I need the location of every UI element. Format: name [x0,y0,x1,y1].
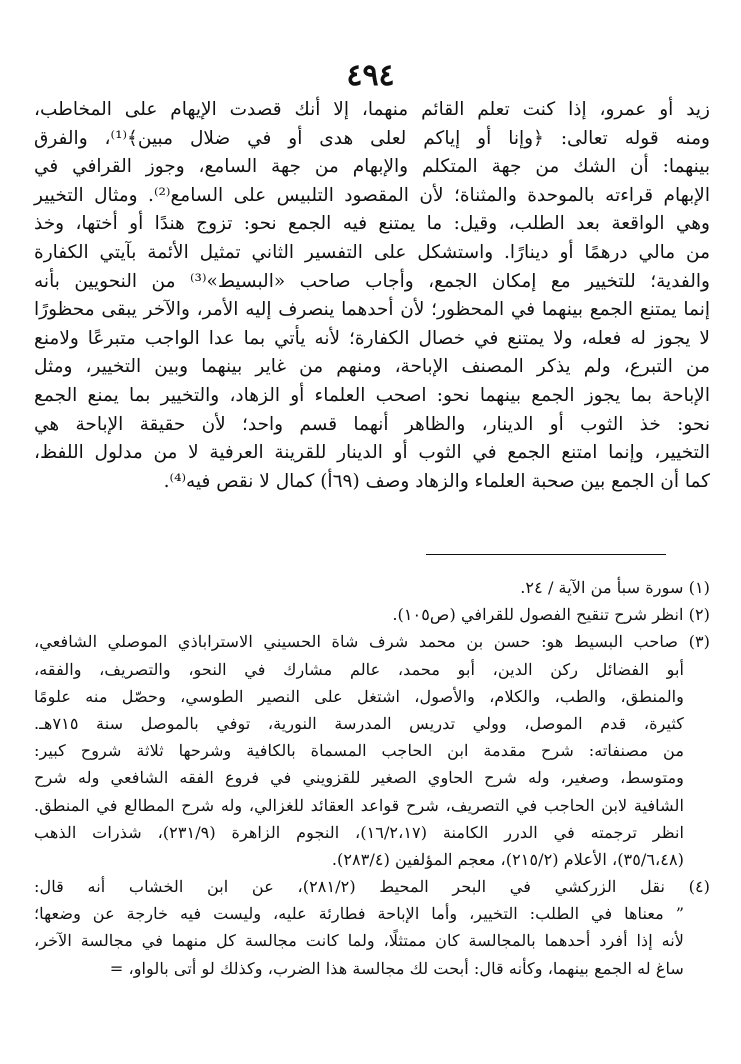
footnote-line: أبو الفضائل ركن الدين، أبو محمد، عالم مشارك في النحو، والتصريف، والفقه، [34,659,684,679]
body-line: زيد أو عمرو، إذا كنت تعلم القائم منهما، إلا أنك قصدت الإيهام على المخاطب، [34,99,710,120]
body-line: كما أن الجمع بين صحبة العلماء والزهاد وصف (٦٩أ) كمال لا نقص فيه⁽⁴⁾. [163,470,710,492]
footnote-line: الشافية لابن الحاجب في التصريف، شرح قواعد العقائد للغزالي، وله شرح المطالع في المنطق. [34,795,684,815]
footnote-line: (٣٥/٦،٤٨)، الأعلام (٢١٥/٢)، معجم المؤلفين (٢٨٣/٤). [331,849,684,869]
footnote-1 [34,574,710,601]
footnote-divider [426,554,666,555]
footnotes [34,574,710,982]
body-line: وهي الواقعة بعد الطلب، وقيل: ما يمتنع فيه الجمع نحو: تزوج هندًا أو أختها، وخذ [34,213,710,235]
footnote-4 [34,873,710,982]
body-line: التخيير، وإنما امتنع الجمع في الثوب أو الدينار للقرينة العرفية لا من مدلول اللفظ، [34,442,710,464]
footnote-line: (٢) انظر شرح تنقيح الفصول للقرافي (ص١٠٥). [392,605,710,625]
body-line: من التبرع، ولم يذكر المصنف الإباحة، ومنهم من غاير بينهما وبين التخيير، ومثل [34,356,710,378]
footnote-line: ومتوسط، وصغير، وله شرح الحاوي الصغير للقزويني في فروع الفقه الشافعي وله شرح [34,768,684,788]
footnote-line: انظر ترجمته في الدرر الكامنة (١٦/٢،١٧)، النجوم الزاهرة (٢٣١/٩)، شذرات الذهب [34,822,684,842]
body-line: الإباحة بما يجوز الجمع بينهما نحو: اصحب العلماء أو الزهاد، والتخيير بما يمنع الجمع [34,384,710,406]
footnote-line: لأنه إذا أفرد أحدهما بالمجالسة كان ممتثلًا، ولما كانت مجالسة كل منهما في مجالسة الآخر، [34,931,684,951]
body-line: الإبهام قراءته بالموحدة والمثناة؛ لأن المقصود التلبيس على السامع⁽²⁾. ومثال التخيير [34,184,711,206]
body-line: ومنه قوله تعالى: ﴿وإنا أو إياكم لعلى هدى أو في ضلال مبين﴾⁽¹⁾، والفرق [34,127,710,149]
body-line: من مالي درهمًا أو دينارًا. واستشكل على التفسير الثاني تمثيل الأئمة بآيتي الكفارة [34,241,710,263]
body-line: لا يجوز له فعله، ولا يمتنع في خصال الكفارة؛ لأنه يأتي بما عدا الواجب متبرعًا ولامنع [34,327,710,349]
footnote-line: من مصنفاته: شرح مقدمة ابن الحاجب المسماة بالكافية وشرحها ثلاثة شروح كبير: [34,741,684,761]
body-line: نحو: خذ الثوب أو الدينار، والظاهر أنهما قسم واحد؛ لأن حقيقة الإباحة هي [34,413,710,435]
page-number: ٤٩٤ [346,58,395,93]
footnote-line: ” معناها في الطلب: التخيير، وأما الإباحة فطارئة عليه، وليست فيه خارجة عن وضعها؛ [34,904,684,924]
footnote-line: (٤) نقل الزركشي في البحر المحيط (٢٨١/٢)، عن ابن الخشاب أنه قال: [34,877,710,897]
body-line: والفدية؛ للتخيير مع إمكان الجمع، وأجاب صاحب «البسيط»⁽³⁾ من النحويين بأنه [34,270,710,292]
footnote-line: (١) سورة سبأ من الآية / ٢٤. [520,578,710,597]
footnote-line: كثيرة، قدم الموصل، وولي تدريس المدرسة النورية، توفي بالموصل سنة ٧١٥هـ. [34,713,684,733]
body-line: إنما يمتنع الجمع بينهما في المحظور؛ لأن أحدهما ينصرف إليه الأمر، والآخر يبقى محظورًا [34,299,710,321]
footnote-line: (٣) صاحب البسيط هو: حسن بن محمد شرف شاة الحسيني الاستراباذي الموصلي الشافعي، [34,632,710,652]
main-text [34,96,710,496]
footnote-line: ساغ له الجمع بينهما، وكأنه قال: أبحت لك مجالسة هذا الضرب، وكذلك لو أتى بالواو، = [109,958,684,978]
body-line: بينهما: أن الشك من جهة المتكلم والإبهام من جهة السامع، وجوز القرافي في [34,156,710,178]
footnote-3 [34,628,710,873]
footnote-2 [34,601,710,628]
footnote-line: والمنطق، والطب، والكلام، والأصول، اشتغل على النصير الطوسي، وحصّل منه علومًا [34,686,684,706]
